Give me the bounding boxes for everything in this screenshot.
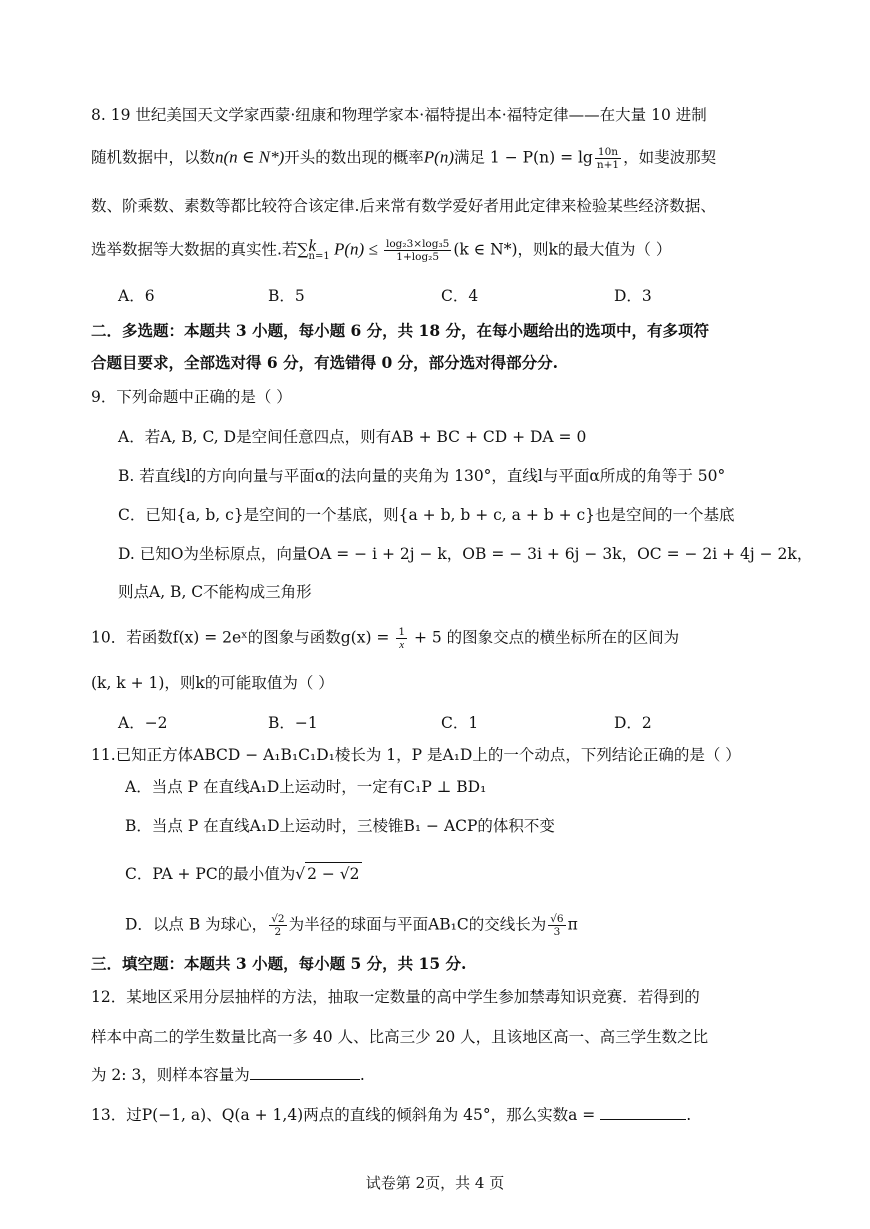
q9-option-a: A．若A, B, C, D是空间任意四点，则有AB + BC + CD + DA = 0 (118, 428, 587, 446)
section-2-line-2: 合题目要求，全部选对得 6 分，有选错得 0 分，部分选对得部分分. (91, 353, 559, 372)
q11-option-c-root: 2 − √2 (305, 862, 361, 885)
q12-line-1: 12．某地区采用分层抽样的方法，抽取一定数量的高中学生参加禁毒知识竞赛．若得到的 (91, 988, 700, 1006)
q11-d-frac-1 (269, 913, 286, 938)
q10-frac-den: x (399, 639, 405, 651)
q12-line-2: 样本中高二的学生数量比高一多 40 人、比高三少 20 人，且该地区高一、高三学生数之比 (91, 1028, 709, 1046)
q9-option-d-line-1: D. 已知O为坐标原点，向量OA = − i + 2j − k，OB = − 3i + 6j − 3k，OC = − 2i + 4j − 2k， (118, 545, 813, 563)
q8-line-2a: 随机数据中，以数 (91, 148, 216, 167)
q11-option-d-pre: D．以点 B 为球心， (125, 915, 268, 934)
q8-line-3: 数、阶乘数、素数等都比较符合该定律.后来常有数学爱好者用此定律来检验某些经济数据、 (91, 197, 716, 215)
q12-line-3 (91, 1064, 365, 1086)
page-footer: 试卷第 2页，共 4 页 (365, 1174, 505, 1192)
q10-line-1b: + 5 的图象交点的横坐标所在的区间为 (409, 628, 680, 647)
q11-option-b: B．当点 P 在直线A₁D上运动时，三棱锥B₁ − ACP的体积不变 (125, 817, 555, 835)
q9-stem: 9．下列命题中正确的是（ ） (91, 388, 292, 406)
q8-pn: P(n) (423, 147, 454, 167)
q8-line-2c: 开头的数出现的概率 (284, 148, 424, 167)
q13-line-b: . (686, 1106, 692, 1124)
q11-stem: 11.已知正方体ABCD − A₁B₁C₁D₁棱长为 1，P 是A₁D上的一个动点，下列结论正确的是（ ） (91, 746, 741, 764)
q10-option-d: D．2 (614, 714, 652, 732)
q11-option-c-pre: C．PA + PC的最小值为 (125, 865, 296, 883)
q10-fraction (396, 626, 407, 651)
q8-n-set: n(n ∈ N*) (215, 147, 285, 167)
q11-option-c (125, 862, 362, 885)
q11-option-d-post: π (567, 915, 578, 934)
q12-line-3b: . (359, 1066, 365, 1084)
q8-line-1: 8. 19 世纪美国天文学家西蒙·纽康和物理学家本·福特提出本·福特定律——在大量 10 进制 (91, 106, 707, 124)
q8-line-2 (91, 146, 716, 171)
q8-line-4b: P(n) ≤ (329, 239, 382, 259)
q8-option-d: D．3 (614, 287, 652, 305)
q11-d-frac2-den: 3 (553, 926, 561, 938)
q10-line-1a: 10．若函数f(x) = 2eˣ的图象与函数g(x) = (91, 628, 395, 647)
q11-d-frac1-den: 2 (274, 926, 282, 938)
q11-d-frac2-num: √6 (550, 913, 564, 925)
q10-line-1 (91, 626, 679, 651)
q8-line-4 (91, 235, 672, 263)
q8-option-b: B．5 (268, 287, 305, 305)
q8-line-4a: 选举数据等大数据的真实性.若∑ (91, 240, 309, 259)
q8-frac-log-num: log₂3×log₃5 (385, 238, 450, 250)
q12-answer-blank[interactable] (250, 1065, 360, 1080)
q11-option-d-mid: 为半径的球面与平面AB₁C的交线长为 (288, 915, 547, 934)
q13-line (91, 1104, 691, 1126)
q12-line-3a: 为 2: 3，则样本容量为 (91, 1066, 250, 1084)
radical-sign: √ (295, 865, 306, 883)
q8-sum-lower: n=1 (308, 250, 330, 262)
q9-option-d-line-2: 则点A, B, C不能构成三角形 (118, 583, 312, 601)
q9-option-b: B. 若直线l的方向向量与平面α的法向量的夹角为 130°，直线l与平面α所成的角等于 50° (118, 467, 726, 485)
q8-frac-lg-den: n+1 (596, 159, 620, 171)
section-2-line-1: 二．多选题：本题共 3 小题，每小题 6 分，共 18 分，在每小题给出的选项中，有多项符 (91, 321, 710, 340)
section-3-heading: 三．填空题：本题共 3 小题，每小题 5 分，共 15 分. (91, 954, 467, 973)
q10-option-c: C．1 (441, 714, 479, 732)
q8-frac-lg-num: 10n (595, 146, 621, 159)
q10-option-a: A．−2 (118, 714, 168, 732)
q8-fraction-log (384, 238, 451, 263)
q8-line-2f: ，如斐波那契 (623, 148, 717, 167)
q9-option-c: C．已知{a, b, c}是空间的一个基底，则{a + b, b + c, a + b + c}也是空间的一个基底 (118, 506, 735, 524)
q10-option-b: B．−1 (268, 714, 318, 732)
q8-option-c: C．4 (441, 287, 479, 305)
q11-d-frac1-num: √2 (271, 913, 285, 925)
q11-option-a: A．当点 P 在直线A₁D上运动时，一定有C₁P ⊥ BD₁ (125, 778, 487, 796)
q8-option-a: A．6 (118, 287, 155, 305)
q8-line-4c: (k ∈ N*)，则k的最大值为（ ） (453, 240, 672, 259)
q10-line-2: (k, k + 1)，则k的可能取值为（ ） (91, 674, 334, 692)
q13-line-a: 13．过P(−1, a)、Q(a + 1,4)两点的直线的倾斜角为 45°，那么实数a = (91, 1106, 601, 1124)
q8-fraction-lg (595, 146, 621, 171)
q10-frac-num: 1 (398, 626, 406, 638)
q8-frac-log-den: 1+log₂5 (396, 251, 440, 263)
q13-answer-blank[interactable] (600, 1105, 686, 1120)
q8-sum-upper: k (308, 235, 317, 255)
q11-d-frac-2 (548, 913, 565, 938)
q11-option-d (125, 913, 578, 938)
q8-line-2e: 满足 1 − P(n) = lg (454, 148, 593, 167)
